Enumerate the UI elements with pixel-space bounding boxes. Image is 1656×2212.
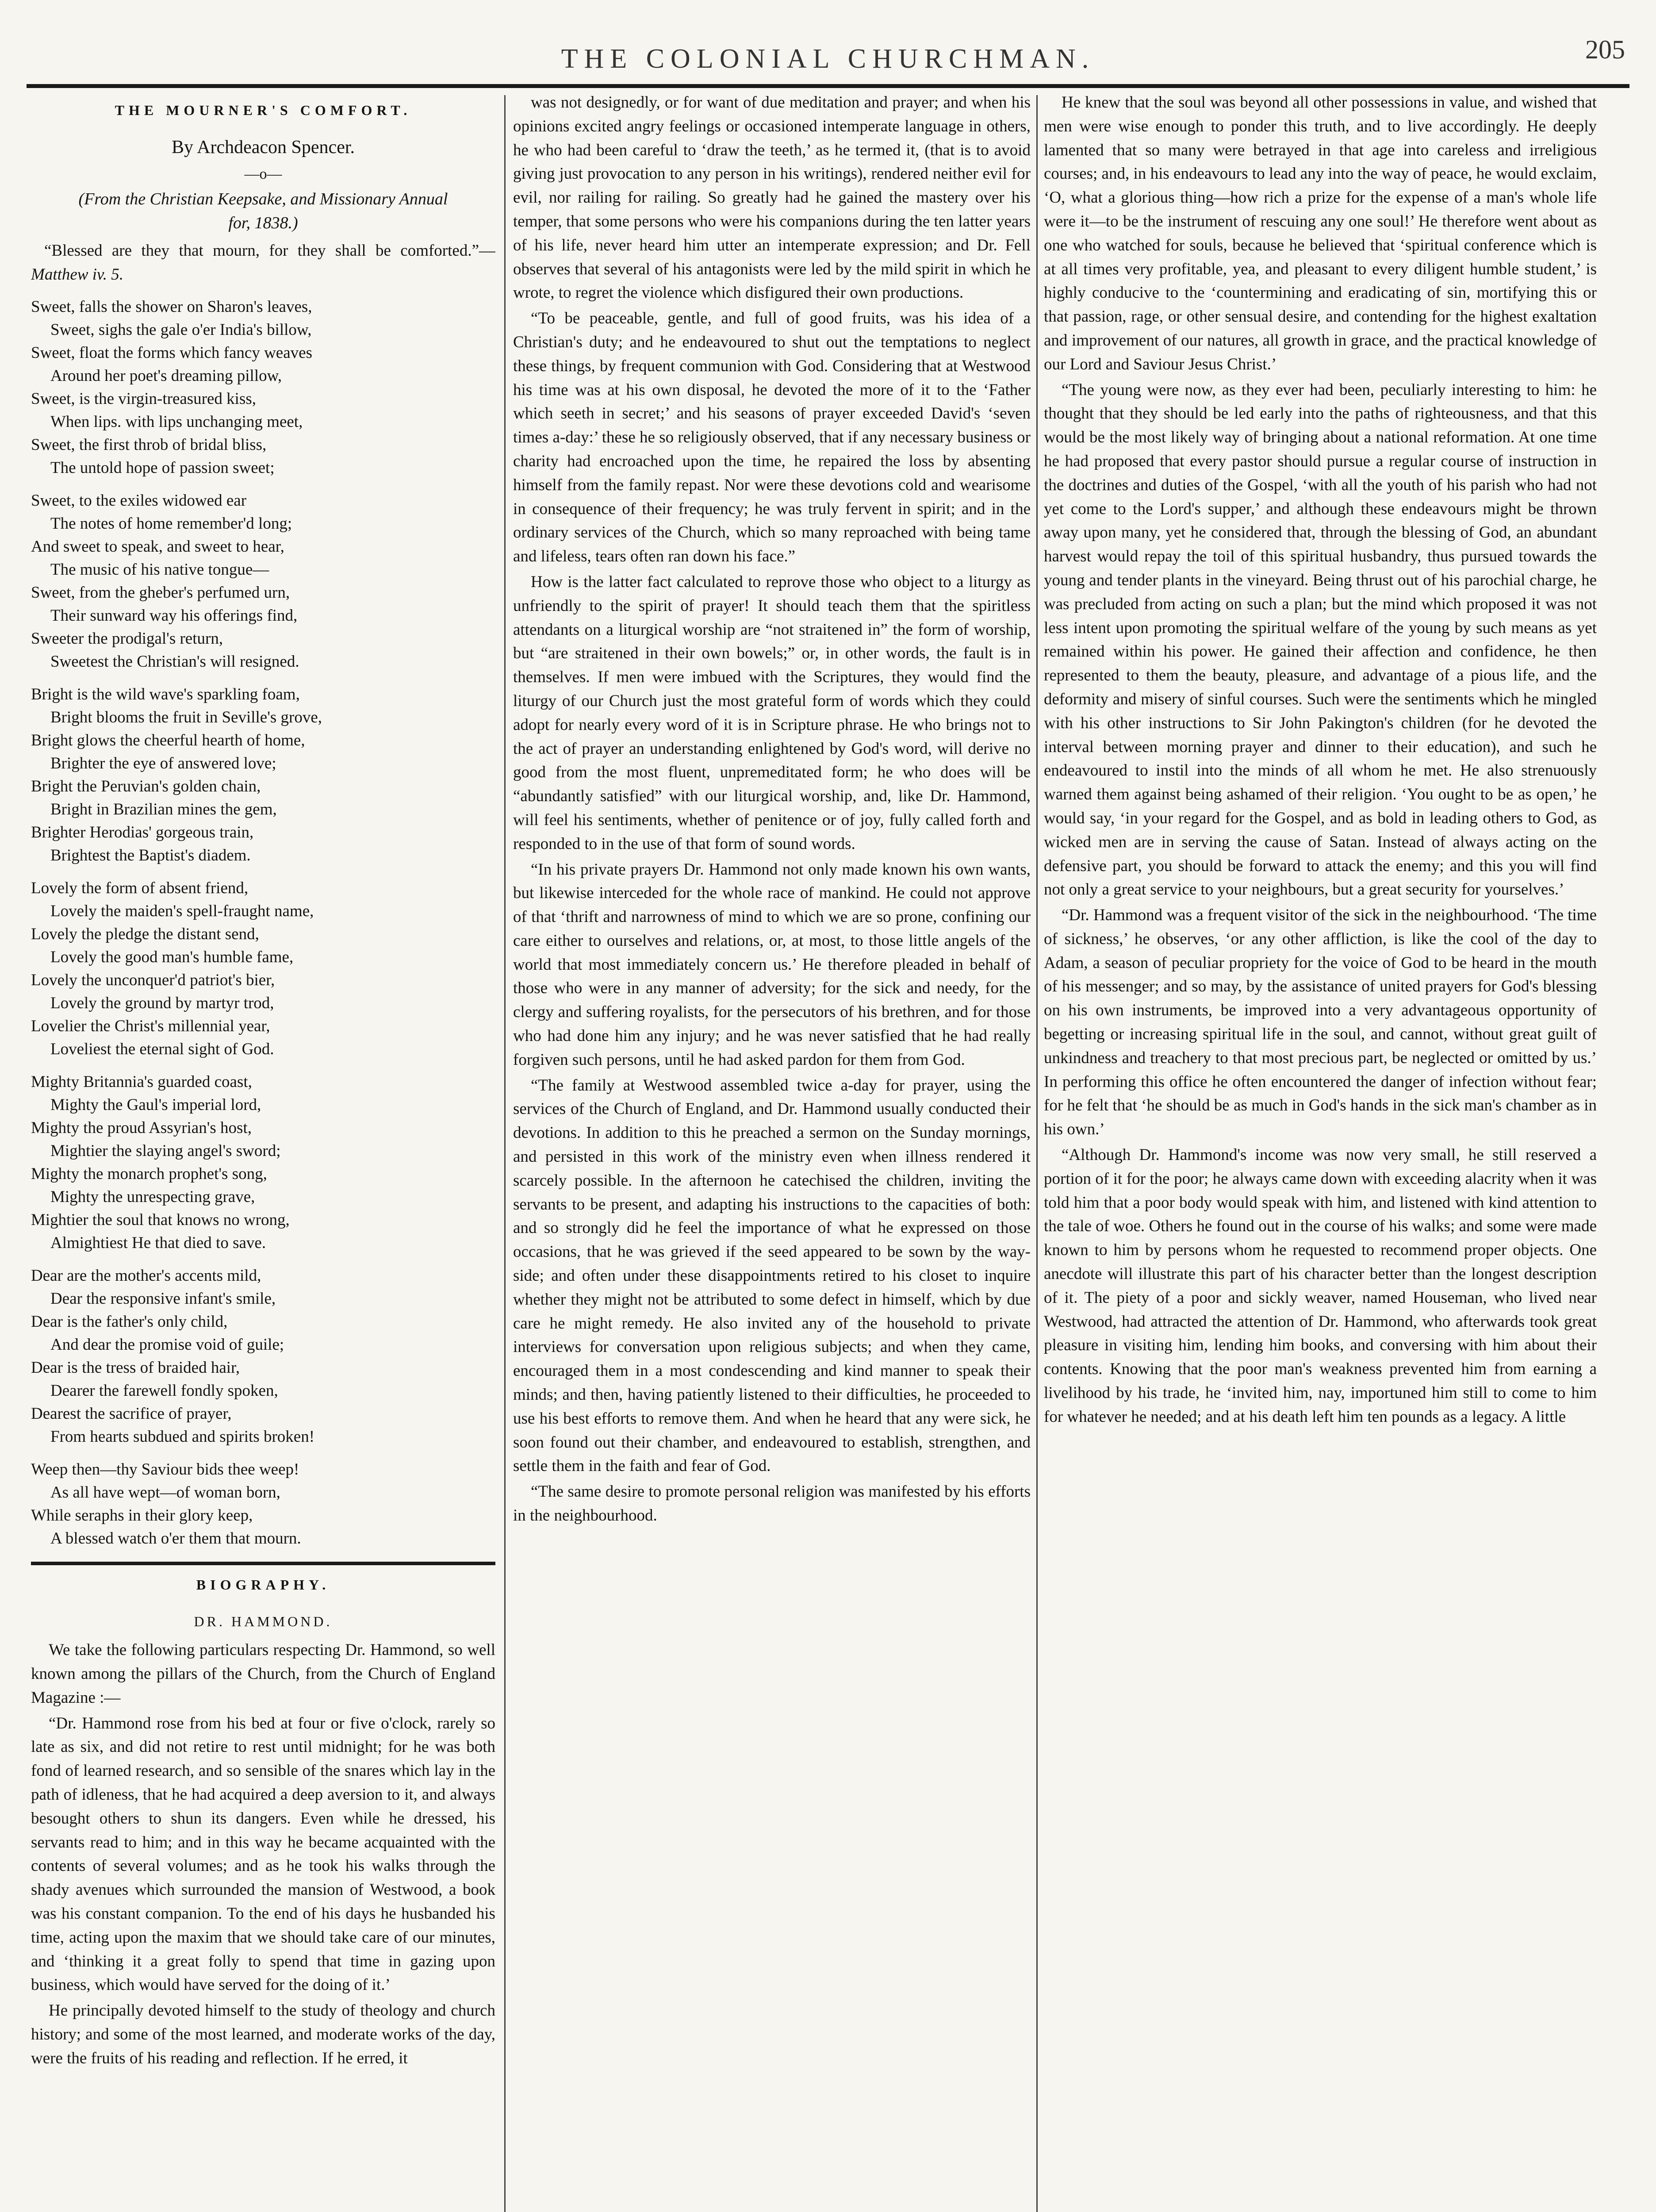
poem-line: Weep then—thy Saviour bids thee weep!	[31, 1460, 299, 1479]
biography-text	[31, 1638, 495, 2070]
poem-line: Sweet, the first throb of bridal bliss,	[31, 435, 267, 454]
biography-paragraph: He knew that the soul was beyond all other possessions in value, and wished that men were wise enough to ponder this truth, and to live accordingly. He deeply lamented that so many were betrayed in that age into careless and irreligious courses; and, in his endeavours to lead any into the way of peace, he would exclaim, ‘O, what a glorious thing—how rich a prize for the expense of a man's whole life were it—to be the instrument of rescuing any one soul!’ He therefore went about as one who watched for souls, because he believed that ‘spiritual conference which is at all times very profitable, yea, and pleasant to every diligent humble student,’ is highly conducive to the ‘countermining and eradicating of sin, mortifying this or that passion, rage, or other sensual desire, and contending for the highest exaltation and improvement of our natures, all growth in grace, and the practical knowledge of our Lord and Saviour Jesus Christ.’	[1044, 93, 1597, 373]
poem-line: Sweeter the prodigal's return,	[31, 629, 223, 648]
poem-line: Lovely the unconquer'd patriot's bier,	[31, 971, 275, 989]
poem-stanza	[31, 1071, 495, 1255]
poem-line: Sweet, from the gheber's perfumed urn,	[31, 583, 290, 602]
poem-line: Mightier the soul that knows no wrong,	[31, 1210, 290, 1229]
poem-line: Brighter Herodias' gorgeous train,	[31, 823, 254, 841]
biography-paragraph: “Although Dr. Hammond's income was now very small, he still reserved a portion of it for the poor; he always came down with exceeding alacrity when it was told him that a poor body would speak with him, and listened with kind attention to the tale of woe. Others he found out in the course of his walks; and some were made known to him by persons whom he requested to recommend proper objects. One anecdote will illustrate this part of his character better than the longest description of it. The piety of a poor and sickly weaver, named Houseman, who lived near Westwood, had attracted the attention of Dr. Hammond, who afterwards took great pleasure in visiting him, lending him books, and conversing with him about their contents. Knowing that the poor man's weakness prevented him from earning a livelihood by his trade, he ‘invited him, nay, importuned him still to come to him for whatever he needed; and at his death left him ten pounds as a legacy. A little	[1044, 1146, 1597, 1426]
poem-line: Lovely the pledge the distant send,	[31, 925, 259, 943]
masthead-rule	[27, 84, 1629, 88]
poem-line: Sweetest the Christian's will resigned.	[50, 652, 299, 671]
biography-paragraph: “The young were now, as they ever had been, peculiarly interesting to him: he thought that they should be led early into the paths of righteousness, and that this would be the most likely way of bringing about a national reformation. At one time he had proposed that every pastor should pursue a regular course of instruction in the doctrines and duties of the Gospel, ‘with all the youth of his parish who had not yet come to the Lord's supper,’ and although these endeavours might be thrown away upon many, yet he considered that, through the blessing of God, an abundant harvest would repay the toil of this spiritual husbandry, thus pursued towards the young and tender plants in the vineyard. Being thrust out of his parochial charge, he was precluded from acting on such a plan; but the mind which proposed it was not less intent upon promoting the spiritual welfare of the young by such means as yet remained within his power. He gained their affection and confidence, he then represented to them the beauty, pleasure, and advantage of a pious life, and the deformity and misery of sinful courses. Such were the sentiments which he mingled with his other instructions to Sir John Pakington's children (for he devoted the interval between morning prayer and dinner to their education), and such he endeavoured to instil into the minds of all whom he met. He also strenuously warned them against being ashamed of their religion. ‘You ought to be as open,’ he would say, ‘in your regard for the Gospel, and as bold in leading others to God, as wicked men are in serving the cause of Satan. Instead of always acting on the defensive part, you should be forward to attack the enemy; and this you will find not only a great service to your neighbours, but a great security for yourselves.’	[1044, 380, 1597, 899]
column-divider	[504, 95, 506, 2212]
poem-line: Mighty the unrespecting grave,	[50, 1187, 255, 1206]
biography-paragraph: “Dr. Hammond was a frequent visitor of the sick in the neighbourhood. ‘The time of sickness,’ he observes, ‘or any other affliction, is like the cool of the day to Adam, a season of peculiar propriety for the voice of God to be heard in the mouth of his messenger; and so may, by the assistance of united prayers for God's blessing on his own instruments, be improved into a very advantageous opportunity of begetting or increasing spiritual life in the soul, and cannot, without great guilt of unkindness and treachery to that most precious part, be neglected or omitted by us.’ In performing this office he often encountered the danger of infection without fear; for he felt that ‘he should be as much in God's hands in the sick man's chamber as in his own.’	[1044, 906, 1597, 1139]
poem-line: While seraphs in their glory keep,	[31, 1506, 253, 1525]
epigraph-text: “Blessed are they that mourn, for they shall be comforted.”—	[44, 241, 495, 260]
poem-line: Dearer the farewell fondly spoken,	[50, 1381, 278, 1400]
poem-stanza	[31, 489, 495, 673]
poem-line: Mighty the monarch prophet's song,	[31, 1164, 267, 1183]
poem-line: Dear is the father's only child,	[31, 1312, 228, 1331]
column-divider	[1036, 95, 1038, 2212]
column-left	[31, 91, 495, 2212]
masthead	[27, 18, 1629, 93]
poem-line: Sweet, falls the shower on Sharon's leaves,	[31, 297, 312, 316]
poem-heading: THE MOURNER'S COMFORT.	[115, 102, 412, 118]
poem-line: From hearts subdued and spirits broken!	[50, 1427, 315, 1446]
biography-subhead: DR. HAMMOND.	[194, 1613, 333, 1630]
poem-line: Mighty the proud Assyrian's host,	[31, 1118, 252, 1137]
poem-line: The untold hope of passion sweet;	[50, 458, 275, 477]
biography-heading: BIOGRAPHY.	[196, 1576, 330, 1593]
column-right	[1044, 91, 1597, 2212]
section-rule	[31, 1562, 495, 1565]
biography-paragraph: He principally devoted himself to the study of theology and church history; and some of the most learned, and moderate works of the day, were the fruits of his reading and reflection. If he erred, it	[31, 2001, 495, 2067]
poem-line: Bright the Peruvian's golden chain,	[31, 777, 261, 795]
poem-line: Lovely the ground by martyr trod,	[50, 994, 274, 1012]
poem-line: And sweet to speak, and sweet to hear,	[31, 537, 284, 556]
poem-stanza	[31, 1264, 495, 1448]
poem-line: Lovely the maiden's spell-fraught name,	[50, 902, 314, 920]
poem-line: And dear the promise void of guile;	[50, 1335, 284, 1354]
biography-paragraph: How is the latter fact calculated to reprove those who object to a liturgy as unfriendly to the spirit of prayer! It should teach them that the spiritless attendants on a liturgical worship are “not straitened in” the form of worship, but “are straitened in their own bowels;” or, in other words, the fault is in themselves. If men were imbued with the Scriptures, they would find the liturgy of our Church just the most grateful form of words which they could adopt for nearly every word of it is in Scripture phrase. He who brings not to the act of prayer an understanding enlightened by God's word, will derive no good from the most fluent, unpremeditated form; he who does will be “abundantly satisfied” with our liturgical worship, and, like Dr. Hammond, will feel his sentiments, whether of penitence or of joy, fully called forth and responded to in the use of that form of sound words.	[513, 572, 1031, 853]
biography-paragraph: was not designedly, or for want of due meditation and prayer; and when his opinions excited angry feelings or occasioned intemperate language in others, he who had been careful to ‘draw the teeth,’ as he termed it, (that is to avoid giving just provocation to any person in his writings), rendered neither evil for evil, nor railing for railing. So greatly had he gained the mastery over his temper, that some persons who were his companions during the ten latter years of his life, never heard him utter an intemperate expression; and Dr. Fell observes that several of his antagonists were led by the mild spirit in which he wrote, to regret the violence which disfigured their own productions.	[513, 93, 1031, 302]
separator: —o—	[244, 165, 282, 182]
biography-paragraph: “Dr. Hammond rose from his bed at four or five o'clock, rarely so late as six, and did not retire to rest until midnight; for he was both fond of learned research, and so sensible of the snares which lay in the path of idleness, that he had acquired a deep aversion to it, and always besought others to shun its dangers. Even while he dressed, his servants read to him; and in this way he became acquainted with the contents of several volumes; and as he took his walks through the shady avenues which surrounded the mansion of Westwood, a book was his constant companion. To the end of his days he husbanded his time, acting upon the maxim that we should take care of our minutes, and ‘thinking it a great folly to spend that time in gazing upon business, which would have served for the doing of it.’	[31, 1714, 495, 1994]
biography-paragraph: “In his private prayers Dr. Hammond not only made known his own wants, but likewise interceded for the whole race of mankind. He could not approve of that ‘thrift and narrowness of mind to which we are so prone, confining our care either to ourselves and relations, or, at most, to those little angels of the world that most immediately concern us.’ He therefore pleaded in behalf of those who were in any manner of adversity; for the sick and needy, for the clergy and suffering royalists, for the persecutors of his brethren, and for those who had done him any injury; and he was never satisfied that he had really forgiven such persons, until he had asked pardon for them from God.	[513, 860, 1031, 1069]
poem-line: Lovely the good man's humble fame,	[50, 948, 294, 966]
poem-line: Dear the responsive infant's smile,	[50, 1289, 276, 1308]
biography-text	[513, 91, 1031, 1528]
poem-line: Sweet, is the virgin-treasured kiss,	[31, 389, 257, 408]
poem-line: Their sunward way his offerings find,	[50, 606, 298, 625]
poem-line: Dearest the sacrifice of prayer,	[31, 1404, 232, 1423]
biography-paragraph: “To be peaceable, gentle, and full of good fruits, was his idea of a Christian's duty; and he endeavoured to shut out the temptations to neglect these things, by frequent communion with God. Considering that at Westwood his time was at his own disposal, he devoted the more of it to the ‘Father which seeth in secret;’ and his seasons of prayer exceeded David's ‘seven times a-day:’ these he so religiously observed, that if any necessary business or charity had encroached upon the time, he repaired the loss by absenting himself from the family repast. Nor were these devotions cold and wearisome in consequence of their frequency; he was truly fervent in spirit; and in the ordinary services of the Church, which so many reproached with being tame and lifeless, tears often ran down his face.”	[513, 309, 1031, 566]
poem-line: Almightiest He that died to save.	[50, 1233, 266, 1252]
poem-line: Brighter the eye of answered love;	[50, 754, 276, 772]
newspaper-title: THE COLONIAL CHURCHMAN.	[561, 44, 1095, 74]
biography-paragraph: We take the following particulars respecting Dr. Hammond, so well known among the pillars of the Church, from the Church of England Magazine :—	[31, 1641, 495, 1707]
poem-line: A blessed watch o'er them that mourn.	[50, 1529, 301, 1548]
poem-line: Loveliest the eternal sight of God.	[50, 1040, 274, 1058]
column-middle	[513, 91, 1031, 2212]
poem-line: Brightest the Baptist's diadem.	[50, 846, 251, 864]
poem-source-line: for, 1838.)	[228, 214, 298, 233]
poem-line: Sweet, sighs the gale o'er India's billow,	[50, 320, 312, 339]
biography-paragraph: “The family at Westwood assembled twice a-day for prayer, using the services of the Church of England, and Dr. Hammond usually conducted their devotions. In addition to this he preached a sermon on the Sunday mornings, and persisted in this work of the ministry even when illness rendered it scarcely possible. In the afternoon he catechised the children, inviting the servants to be present, and adapting his instructions to the capacities of both: and so strongly did he feel the importance of what he expressed on those occasions, that he was grieved if the seed appeared to be sown by the way-side; and often under these disappointments retired to his closet to inquire whether they might not be attributed to some defect in himself, which by due care he might remedy. He also invited any of the household to private interviews for conversation upon religious subjects; and when they came, encouraged them in a most condescending and kind manner to speak their minds; and then, having patiently listened to their difficulties, he proceeded to use his best efforts to remove them. And when he heard that any were sick, he soon found out their chamber, and endeavoured to establish, strengthen, and settle them in the faith and fear of God.	[513, 1076, 1031, 1475]
poem-line: When lips. with lips unchanging meet,	[50, 412, 303, 431]
poem-author: By Archdeacon Spencer.	[171, 137, 355, 157]
poem-line: The notes of home remember'd long;	[50, 514, 292, 533]
epigraph-reference: Matthew iv. 5.	[31, 265, 123, 284]
poem-line: Mighty the Gaul's imperial lord,	[50, 1095, 261, 1114]
poem-line: Bright blooms the fruit in Seville's grove,	[50, 708, 322, 726]
poem-line: Lovely the form of absent friend,	[31, 879, 249, 897]
poem-line: As all have wept—of woman born,	[50, 1483, 280, 1502]
poem-line: Bright in Brazilian mines the gem,	[50, 800, 277, 818]
poem-line: Bright glows the cheerful hearth of home,	[31, 731, 305, 749]
biography-paragraph: “The same desire to promote personal religion was manifested by his efforts in the neighbourhood.	[513, 1482, 1031, 1525]
poem-stanza	[31, 877, 495, 1061]
poem-stanza	[31, 683, 495, 867]
poem-source	[31, 188, 495, 235]
poem-line: The music of his native tongue—	[50, 560, 269, 579]
poem-line: Dear is the tress of braided hair,	[31, 1358, 240, 1377]
poem-line: Mighty Britannia's guarded coast,	[31, 1072, 252, 1091]
poem-stanza	[31, 296, 495, 480]
biography-text	[1044, 91, 1597, 1429]
poem-line: Dear are the mother's accents mild,	[31, 1266, 261, 1285]
poem-line: Sweet, float the forms which fancy weaves	[31, 343, 312, 362]
poem-line: Bright is the wild wave's sparkling foam,	[31, 685, 300, 703]
poem-line: Mightier the slaying angel's sword;	[50, 1141, 281, 1160]
poem-line: Sweet, to the exiles widowed ear	[31, 491, 247, 510]
poem-source-line: (From the Christian Keepsake, and Missionary Annual	[78, 190, 448, 209]
poem-line: Around her poet's dreaming pillow,	[50, 366, 282, 385]
poem-stanza	[31, 1458, 495, 1550]
page-number: 205	[1585, 35, 1625, 64]
poem-body	[31, 296, 495, 1550]
poem-line: Lovelier the Christ's millennial year,	[31, 1017, 270, 1035]
epigraph	[31, 239, 495, 287]
